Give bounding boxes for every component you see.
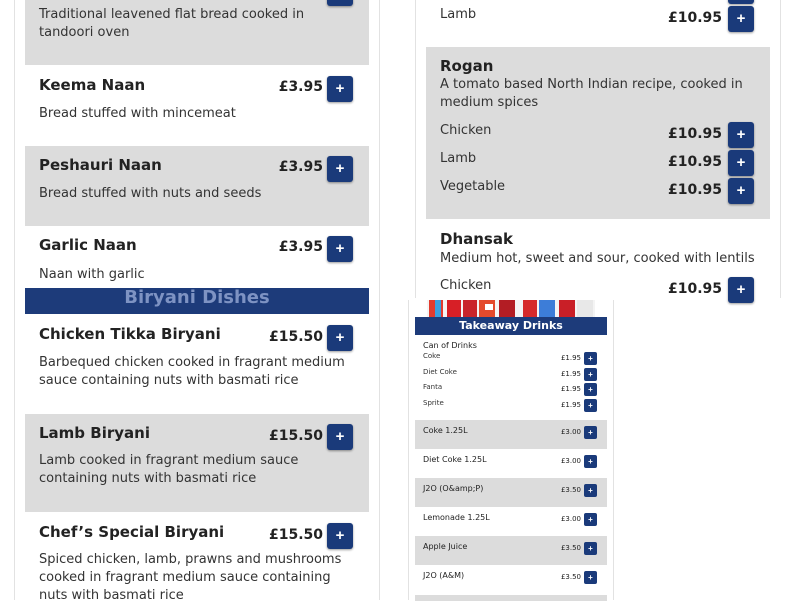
naan-top-item: [25, 0, 369, 65]
option-price: £10.95: [667, 126, 722, 142]
option-price: £1.95: [560, 401, 581, 409]
item-price: £15.50: [268, 527, 323, 543]
option-price: £10.95: [667, 154, 722, 170]
add-button[interactable]: +: [584, 399, 597, 412]
menu-item: [25, 513, 369, 603]
option-label: Sprite: [423, 399, 444, 407]
add-button[interactable]: +: [584, 383, 597, 396]
item-price: £3.00: [560, 428, 581, 436]
section-header: [25, 288, 369, 314]
add-button[interactable]: +: [327, 523, 353, 549]
option-price: £10.95: [667, 182, 722, 198]
drinks-banner-image: [427, 300, 595, 317]
item-desc: Naan with garlic: [39, 267, 145, 282]
drinks-title: Takeaway Drinks: [459, 319, 563, 332]
add-button[interactable]: +: [728, 178, 754, 204]
option-label: Chicken: [440, 123, 492, 138]
add-button[interactable]: +: [584, 571, 597, 584]
add-button[interactable]: +: [584, 542, 597, 555]
drink-item: [415, 449, 607, 478]
menu-item-dhansak: [426, 220, 770, 300]
item-desc: Bread stuffed with mincemeat: [39, 106, 236, 121]
item-desc: Lamb cooked in fragrant medium sauce containing nuts with basmati rice: [39, 453, 299, 486]
item-name: Lemonade 1.25L: [423, 513, 490, 522]
add-button[interactable]: +: [728, 122, 754, 148]
item-name: Rogan: [440, 57, 494, 75]
drink-item: [415, 536, 607, 565]
add-button[interactable]: +: [584, 513, 597, 526]
item-name: J2O (A&M): [423, 571, 465, 580]
drink-cans-icon: [427, 300, 595, 317]
add-button[interactable]: +: [728, 277, 754, 303]
menu-item: [25, 414, 369, 512]
item-price: £3.95: [278, 159, 323, 175]
add-button[interactable]: +: [584, 426, 597, 439]
drink-item: [415, 420, 607, 449]
menu-item: [25, 146, 369, 226]
drink-item: [415, 478, 607, 507]
curry-panel: [415, 0, 781, 298]
option-price: £10.95: [667, 10, 722, 26]
drinks-panel: [408, 300, 614, 600]
item-desc: Bread stuffed with nuts and seeds: [39, 186, 262, 201]
item-name: Chef’s Special Biryani: [39, 523, 225, 541]
item-price: £3.95: [278, 79, 323, 95]
item-desc: Medium hot, sweet and sour, cooked with lentils: [440, 251, 755, 266]
item-name: Can of Drinks: [423, 341, 477, 350]
add-button[interactable]: +: [327, 76, 353, 102]
option-price: £1.95: [560, 354, 581, 362]
menu-item: [25, 66, 369, 146]
option-label: Vegetable: [440, 179, 506, 194]
section-title: Biryani Dishes: [124, 287, 270, 308]
option-price: £10.95: [667, 281, 722, 297]
option-label: Fanta: [423, 383, 443, 391]
option-label: Chicken: [440, 278, 492, 293]
item-price: £15.50: [268, 428, 323, 444]
curry-top-item: [426, 0, 770, 46]
option-label: Diet Coke: [423, 368, 457, 376]
item-name: Garlic Naan: [39, 236, 137, 254]
item-desc: Barbequed chicken cooked in fragrant medium sauce containing nuts with basmati rice: [39, 355, 345, 388]
item-price: £3.00: [560, 515, 581, 523]
item-name: Lamb Biryani: [39, 424, 150, 442]
item-name: Apple Juice: [423, 542, 468, 551]
item-name: Peshauri Naan: [39, 156, 162, 174]
item-name: Chicken Tikka Biryani: [39, 325, 221, 343]
drink-item-partial: [415, 595, 607, 601]
item-price: £3.50: [560, 486, 581, 494]
item-price: £3.00: [560, 457, 581, 465]
add-button[interactable]: +: [327, 236, 353, 262]
add-button[interactable]: +: [327, 156, 353, 182]
drinks-header: [415, 317, 607, 335]
item-name: J2O (O&amp;P): [423, 484, 484, 493]
item-price: £3.95: [278, 239, 323, 255]
option-price: £1.95: [560, 385, 581, 393]
option-label: Coke: [423, 352, 441, 360]
add-button[interactable]: +: [584, 352, 597, 365]
option-price: £1.95: [560, 370, 581, 378]
add-button[interactable]: +: [584, 455, 597, 468]
add-button[interactable]: +: [584, 368, 597, 381]
item-name: Coke 1.25L: [423, 426, 468, 435]
item-desc: Traditional leavened flat bread cooked in tandoori oven: [39, 7, 305, 40]
drink-item-can: [415, 336, 607, 418]
item-name: Diet Coke 1.25L: [423, 455, 487, 464]
item-name: Keema Naan: [39, 76, 146, 94]
option-label: Lamb: [440, 7, 477, 22]
add-button[interactable]: +: [584, 484, 597, 497]
drink-item: [415, 507, 607, 536]
item-desc: A tomato based North Indian recipe, cooked in medium spices: [440, 77, 743, 110]
add-button[interactable]: [728, 0, 754, 4]
drink-item: [415, 565, 607, 594]
menu-item: [25, 314, 369, 413]
item-price: £3.50: [560, 573, 581, 581]
menu-item-rogan: [426, 47, 770, 219]
item-desc: Spiced chicken, lamb, prawns and mushrooms cooked in fragrant medium sauce containing nuts with basmati rice: [39, 552, 342, 603]
add-button[interactable]: [327, 0, 353, 6]
add-button[interactable]: +: [327, 424, 353, 450]
add-button[interactable]: +: [327, 325, 353, 351]
naan-panel: [14, 0, 380, 300]
add-button[interactable]: +: [728, 6, 754, 32]
biryani-panel: [14, 287, 380, 603]
item-price: £15.50: [268, 329, 323, 345]
item-name: Dhansak: [440, 230, 513, 248]
option-label: Lamb: [440, 151, 477, 166]
add-button[interactable]: +: [728, 150, 754, 176]
item-price: £3.50: [560, 544, 581, 552]
